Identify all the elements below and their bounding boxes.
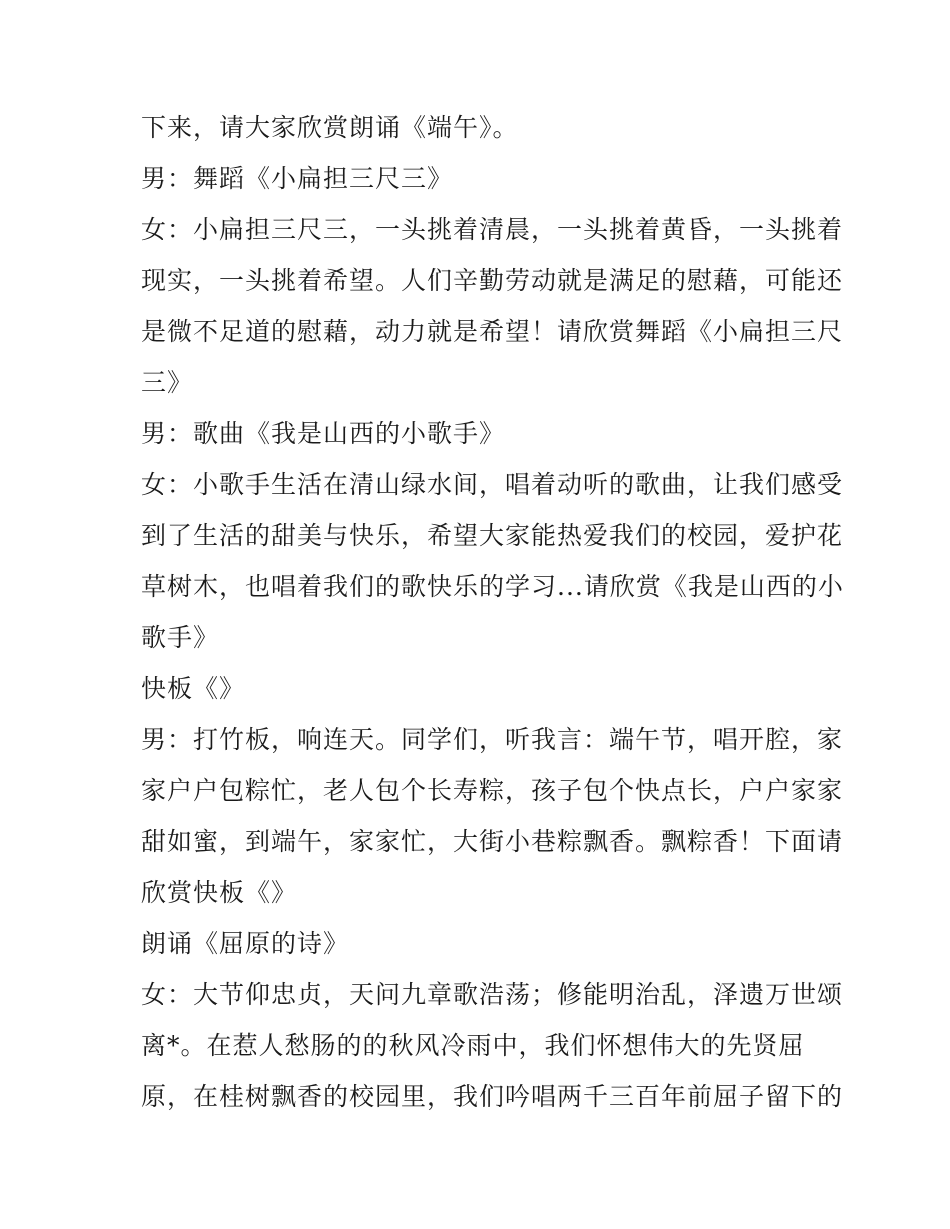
text-line: 原，在桂树飘香的校园里，我们吟唱两千三百年前屈子留下的	[141, 1082, 844, 1111]
text-line: 草树木，也唱着我们的歌快乐的学习...请欣赏《我是山西的小	[141, 572, 844, 601]
text-line: 男：舞蹈《小扁担三尺三》	[141, 164, 454, 193]
text-line: 歌手》	[141, 623, 220, 652]
text-line: 朗诵《屈原的诗》	[141, 929, 350, 958]
text-line: 快板《》	[141, 674, 246, 703]
text-line: 是微不足道的慰藉，动力就是希望！请欣赏舞蹈《小扁担三尺	[141, 317, 844, 346]
text-line: 女：小歌手生活在清山绿水间，唱着动听的歌曲，让我们感受	[141, 470, 844, 499]
text-line: 三》	[141, 368, 194, 397]
text-line: 下来，请大家欣赏朗诵《端午》。	[141, 113, 519, 142]
text-line: 男：歌曲《我是山西的小歌手》	[141, 419, 506, 448]
text-line: 女：小扁担三尺三，一头挑着清晨，一头挑着黄昏，一头挑着	[141, 215, 844, 244]
text-line: 女：大节仰忠贞，天问九章歌浩荡；修能明治乱，泽遗万世颂	[141, 980, 844, 1009]
text-line: 男：打竹板，响连天。同学们，听我言：端午节，唱开腔，家	[141, 725, 844, 754]
text-line: 离*。在惹人愁肠的的秋风冷雨中，我们怀想伟大的先贤屈	[141, 1031, 805, 1060]
text-line: 现实，一头挑着希望。人们辛勤劳动就是满足的慰藉，可能还	[141, 266, 844, 295]
text-line: 甜如蜜，到端午，家家忙，大街小巷粽飘香。飘粽香！下面请	[141, 827, 844, 856]
text-line: 家户户包粽忙，老人包个长寿粽，孩子包个快点长，户户家家	[141, 776, 844, 805]
text-line: 到了生活的甜美与快乐，希望大家能热爱我们的校园，爱护花	[141, 521, 844, 550]
text-line: 欣赏快板《》	[141, 878, 298, 907]
